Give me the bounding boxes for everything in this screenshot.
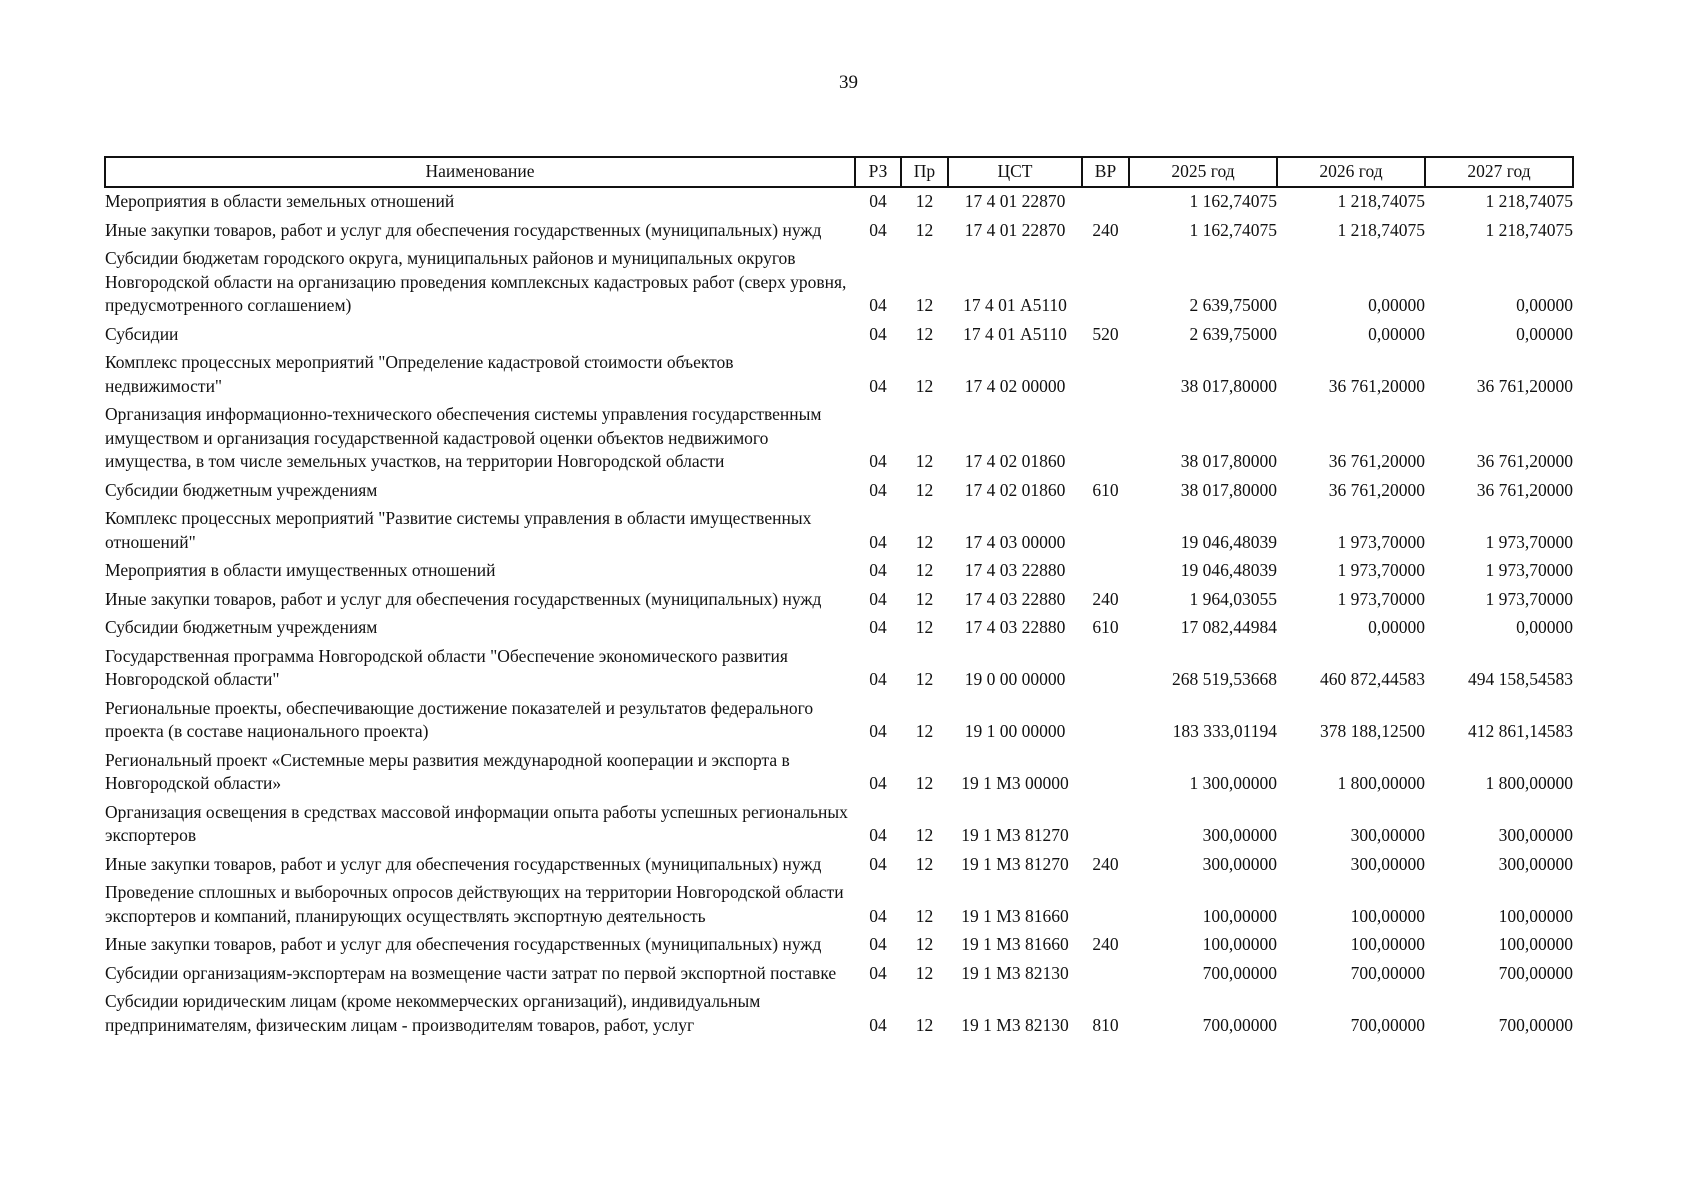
cell-pr: 12 (915, 479, 934, 500)
header-row (105, 157, 1573, 187)
cell-cst: 17 4 02 01860 (964, 451, 1066, 471)
cell-pr: 12 (915, 219, 934, 240)
cell-2027: 300,00000 (1498, 853, 1573, 874)
cell-2026: 1 218,74075 (1337, 219, 1425, 240)
table-row (105, 502, 1573, 554)
cell-name: Субсидии бюджетам городского округа, муниципальных районов и муниципальных округов Новгородской области на организацию проведения комплексных кадастровых работ (сверх уровня, предусмотренного соглашением) (105, 248, 847, 315)
cell-pr: 12 (915, 962, 934, 983)
cell-2026: 36 761,20000 (1328, 451, 1425, 471)
cell-2027: 494 158,54583 (1468, 669, 1573, 689)
cell-cst: 19 1 М3 82130 (961, 962, 1069, 983)
cell-rz: 04 (869, 323, 887, 344)
cell-2025: 100,00000 (1202, 934, 1277, 954)
header-cst: ЦСТ (948, 157, 1082, 187)
cell-pr: 12 (915, 531, 934, 552)
cell-name: Субсидии (105, 323, 179, 344)
cell-rz: 04 (869, 962, 887, 983)
cell-2025: 19 046,48039 (1180, 560, 1277, 580)
cell-name: Организация освещения в средствах массовой информации опыта работы успешных региональных экспортеров (105, 801, 848, 845)
cell-2027: 1 218,74075 (1485, 219, 1573, 240)
cell-2025: 700,00000 (1202, 962, 1277, 983)
cell-2027: 1 973,70000 (1485, 531, 1573, 552)
table-row (105, 796, 1573, 848)
cell-rz: 04 (869, 588, 887, 609)
cell-2025: 1 964,03055 (1189, 588, 1277, 609)
cell-2026: 0,00000 (1368, 617, 1425, 637)
cell-2026: 300,00000 (1350, 853, 1425, 874)
table-row (105, 398, 1573, 474)
cell-rz: 04 (869, 773, 887, 793)
cell-vr (1082, 876, 1129, 928)
cell-cst: 19 1 М3 81660 (961, 905, 1069, 926)
cell-vr: 520 (1092, 323, 1119, 344)
cell-rz: 04 (869, 669, 887, 689)
table-row (105, 242, 1573, 318)
cell-2026: 700,00000 (1350, 962, 1425, 983)
cell-2025: 2 639,75000 (1189, 323, 1277, 344)
cell-name: Мероприятия в области земельных отношений (105, 191, 455, 211)
cell-2026: 1 800,00000 (1337, 773, 1425, 793)
cell-pr: 12 (915, 721, 934, 741)
table-row (105, 985, 1573, 1037)
cell-cst: 17 4 03 22880 (964, 588, 1066, 609)
cell-vr (1082, 744, 1129, 796)
cell-name: Субсидии юридическим лицам (кроме некоммерческих организаций), индивидуальным предпринимателям, физическим лицам - производителям товаров, работ, услуг (105, 991, 761, 1035)
cell-cst: 17 4 01 А5110 (963, 323, 1067, 344)
cell-2025: 268 519,53668 (1172, 669, 1277, 689)
cell-rz: 04 (869, 560, 887, 580)
cell-name: Иные закупки товаров, работ и услуг для обеспечения государственных (муниципальных) нужд (105, 588, 822, 609)
cell-name: Иные закупки товаров, работ и услуг для обеспечения государственных (муниципальных) нужд (105, 853, 822, 874)
cell-name: Субсидии организациям-экспортерам на возмещение части затрат по первой экспортной поставке (105, 962, 837, 983)
cell-rz: 04 (869, 905, 887, 926)
table-row (105, 640, 1573, 692)
cell-pr: 12 (915, 1014, 934, 1035)
cell-vr (1082, 554, 1129, 583)
cell-2026: 460 872,44583 (1320, 669, 1425, 689)
cell-pr: 12 (915, 560, 934, 580)
cell-cst: 17 4 01 22870 (964, 219, 1066, 240)
cell-vr: 240 (1092, 934, 1119, 954)
cell-vr (1082, 502, 1129, 554)
budget-table-container (104, 156, 1572, 1037)
cell-2026: 1 973,70000 (1337, 560, 1425, 580)
cell-cst: 17 4 03 22880 (964, 560, 1066, 580)
cell-rz: 04 (869, 479, 887, 500)
cell-pr: 12 (915, 617, 934, 637)
cell-rz: 04 (869, 295, 887, 315)
cell-2026: 1 973,70000 (1337, 588, 1425, 609)
cell-rz: 04 (869, 1014, 887, 1035)
cell-vr (1082, 398, 1129, 474)
cell-name: Региональные проекты, обеспечивающие достижение показателей и результатов федерального проекта (в составе национального проекта) (105, 697, 814, 741)
cell-pr: 12 (915, 295, 934, 315)
cell-cst: 17 4 03 22880 (964, 617, 1066, 637)
cell-pr: 12 (915, 323, 934, 344)
cell-2025: 19 046,48039 (1180, 531, 1277, 552)
cell-2025: 17 082,44984 (1180, 617, 1277, 637)
cell-name: Государственная программа Новгородской области "Обеспечение экономического развития Новгородской области" (105, 645, 788, 689)
table-row (105, 957, 1573, 986)
cell-2027: 1 218,74075 (1485, 191, 1573, 211)
cell-2027: 1 973,70000 (1485, 560, 1573, 580)
cell-name: Комплекс процессных мероприятий "Определение кадастровой стоимости объектов недвижимости" (105, 352, 734, 396)
cell-cst: 17 4 01 22870 (964, 191, 1066, 211)
cell-2027: 300,00000 (1498, 825, 1573, 845)
cell-name: Иные закупки товаров, работ и услуг для обеспечения государственных (муниципальных) нужд (105, 934, 822, 954)
cell-rz: 04 (869, 934, 887, 954)
cell-2027: 412 861,14583 (1468, 721, 1573, 741)
header-2027: 2027 год (1425, 157, 1573, 187)
cell-rz: 04 (869, 375, 887, 396)
cell-rz: 04 (869, 451, 887, 471)
cell-pr: 12 (915, 905, 934, 926)
table-row (105, 474, 1573, 503)
cell-vr: 610 (1092, 479, 1119, 500)
cell-2026: 100,00000 (1350, 934, 1425, 954)
cell-2027: 36 761,20000 (1476, 479, 1573, 500)
cell-2026: 700,00000 (1350, 1014, 1425, 1035)
cell-pr: 12 (915, 853, 934, 874)
cell-vr: 810 (1092, 1014, 1119, 1035)
cell-name: Региональный проект «Системные меры развития международной кооперации и экспорта в Новгородской области» (105, 749, 790, 793)
cell-rz: 04 (869, 853, 887, 874)
cell-name: Проведение сплошных и выборочных опросов действующих на территории Новгородской области экспортеров и компаний, планирующих осуществлять экспортную деятельность (105, 882, 844, 926)
cell-pr: 12 (915, 773, 934, 793)
cell-vr (1082, 957, 1129, 986)
cell-rz: 04 (869, 531, 887, 552)
cell-pr: 12 (915, 375, 934, 396)
table-row (105, 346, 1573, 398)
cell-2027: 100,00000 (1498, 905, 1573, 926)
cell-2025: 38 017,80000 (1180, 451, 1277, 471)
cell-2025: 1 300,00000 (1189, 773, 1277, 793)
cell-2026: 100,00000 (1350, 905, 1425, 926)
cell-2027: 700,00000 (1498, 1014, 1573, 1035)
cell-2027: 0,00000 (1516, 295, 1573, 315)
cell-2026: 1 218,74075 (1337, 191, 1425, 211)
cell-pr: 12 (915, 588, 934, 609)
cell-2026: 378 188,12500 (1320, 721, 1425, 741)
cell-2025: 38 017,80000 (1180, 375, 1277, 396)
cell-vr: 610 (1092, 617, 1119, 637)
cell-cst: 19 1 М3 81660 (961, 934, 1069, 954)
table-row (105, 187, 1573, 214)
cell-2026: 36 761,20000 (1328, 375, 1425, 396)
table-row (105, 692, 1573, 744)
header-vr: ВР (1082, 157, 1129, 187)
cell-2027: 0,00000 (1516, 617, 1573, 637)
cell-2027: 0,00000 (1516, 323, 1573, 344)
cell-cst: 17 4 02 00000 (964, 375, 1066, 396)
cell-2027: 36 761,20000 (1476, 451, 1573, 471)
cell-2026: 300,00000 (1350, 825, 1425, 845)
cell-rz: 04 (869, 219, 887, 240)
table-row (105, 848, 1573, 877)
cell-vr (1082, 796, 1129, 848)
cell-pr: 12 (915, 191, 934, 211)
cell-vr (1082, 692, 1129, 744)
cell-name: Субсидии бюджетным учреждениям (105, 479, 378, 500)
table-row (105, 928, 1573, 957)
cell-2025: 700,00000 (1202, 1014, 1277, 1035)
cell-name: Организация информационно-технического обеспечения системы управления государственным имуществом и организация государственной кадастровой оценки объектов недвижимого имущества, в том числе земельных участков, на территории Новгородской области (105, 404, 822, 471)
cell-2025: 183 333,01194 (1172, 721, 1277, 741)
cell-2025: 300,00000 (1202, 853, 1277, 874)
budget-table (104, 156, 1574, 1037)
table-row (105, 214, 1573, 243)
cell-cst: 19 1 М3 81270 (961, 825, 1069, 845)
header-rz: РЗ (855, 157, 901, 187)
cell-2025: 38 017,80000 (1180, 479, 1277, 500)
header-pr: Пр (901, 157, 948, 187)
cell-2025: 1 162,74075 (1189, 191, 1277, 211)
cell-2025: 2 639,75000 (1189, 295, 1277, 315)
cell-cst: 19 0 00 00000 (964, 669, 1066, 689)
cell-2025: 100,00000 (1202, 905, 1277, 926)
header-name: Наименование (105, 157, 855, 187)
cell-2027: 700,00000 (1498, 962, 1573, 983)
cell-2026: 36 761,20000 (1328, 479, 1425, 500)
cell-pr: 12 (915, 934, 934, 954)
cell-pr: 12 (915, 825, 934, 845)
cell-rz: 04 (869, 721, 887, 741)
cell-rz: 04 (869, 825, 887, 845)
cell-vr (1082, 242, 1129, 318)
cell-name: Мероприятия в области имущественных отношений (105, 560, 496, 580)
cell-2025: 300,00000 (1202, 825, 1277, 845)
cell-cst: 19 1 М3 81270 (961, 853, 1069, 874)
cell-vr: 240 (1092, 853, 1119, 874)
table-row (105, 318, 1573, 347)
cell-cst: 17 4 02 01860 (964, 479, 1066, 500)
header-2026: 2026 год (1277, 157, 1425, 187)
table-row (105, 611, 1573, 640)
table-row (105, 554, 1573, 583)
cell-2026: 0,00000 (1368, 323, 1425, 344)
cell-2027: 1 800,00000 (1485, 773, 1573, 793)
cell-2027: 100,00000 (1498, 934, 1573, 954)
cell-rz: 04 (869, 617, 887, 637)
page-number: 39 (839, 72, 858, 93)
cell-2027: 36 761,20000 (1476, 375, 1573, 396)
header-2025: 2025 год (1129, 157, 1277, 187)
cell-cst: 19 1 М3 00000 (961, 773, 1069, 793)
cell-vr (1082, 346, 1129, 398)
cell-2026: 1 973,70000 (1337, 531, 1425, 552)
cell-name: Комплекс процессных мероприятий "Развитие системы управления в области имущественных отношений" (105, 508, 812, 552)
table-header (105, 157, 1573, 187)
table-row (105, 583, 1573, 612)
cell-cst: 19 1 М3 82130 (961, 1014, 1069, 1035)
cell-2027: 1 973,70000 (1485, 588, 1573, 609)
cell-rz: 04 (869, 191, 887, 211)
cell-pr: 12 (915, 451, 934, 471)
cell-cst: 17 4 01 А5110 (963, 295, 1067, 315)
cell-vr: 240 (1092, 588, 1119, 609)
cell-vr (1082, 640, 1129, 692)
cell-pr: 12 (915, 669, 934, 689)
table-row (105, 876, 1573, 928)
table-body (105, 187, 1573, 1037)
cell-2025: 1 162,74075 (1189, 219, 1277, 240)
cell-2026: 0,00000 (1368, 295, 1425, 315)
cell-vr: 240 (1092, 219, 1119, 240)
cell-name: Субсидии бюджетным учреждениям (105, 617, 378, 637)
cell-vr (1082, 187, 1129, 214)
table-row (105, 744, 1573, 796)
cell-cst: 17 4 03 00000 (964, 531, 1066, 552)
cell-name: Иные закупки товаров, работ и услуг для обеспечения государственных (муниципальных) нужд (105, 219, 822, 240)
cell-cst: 19 1 00 00000 (964, 721, 1066, 741)
